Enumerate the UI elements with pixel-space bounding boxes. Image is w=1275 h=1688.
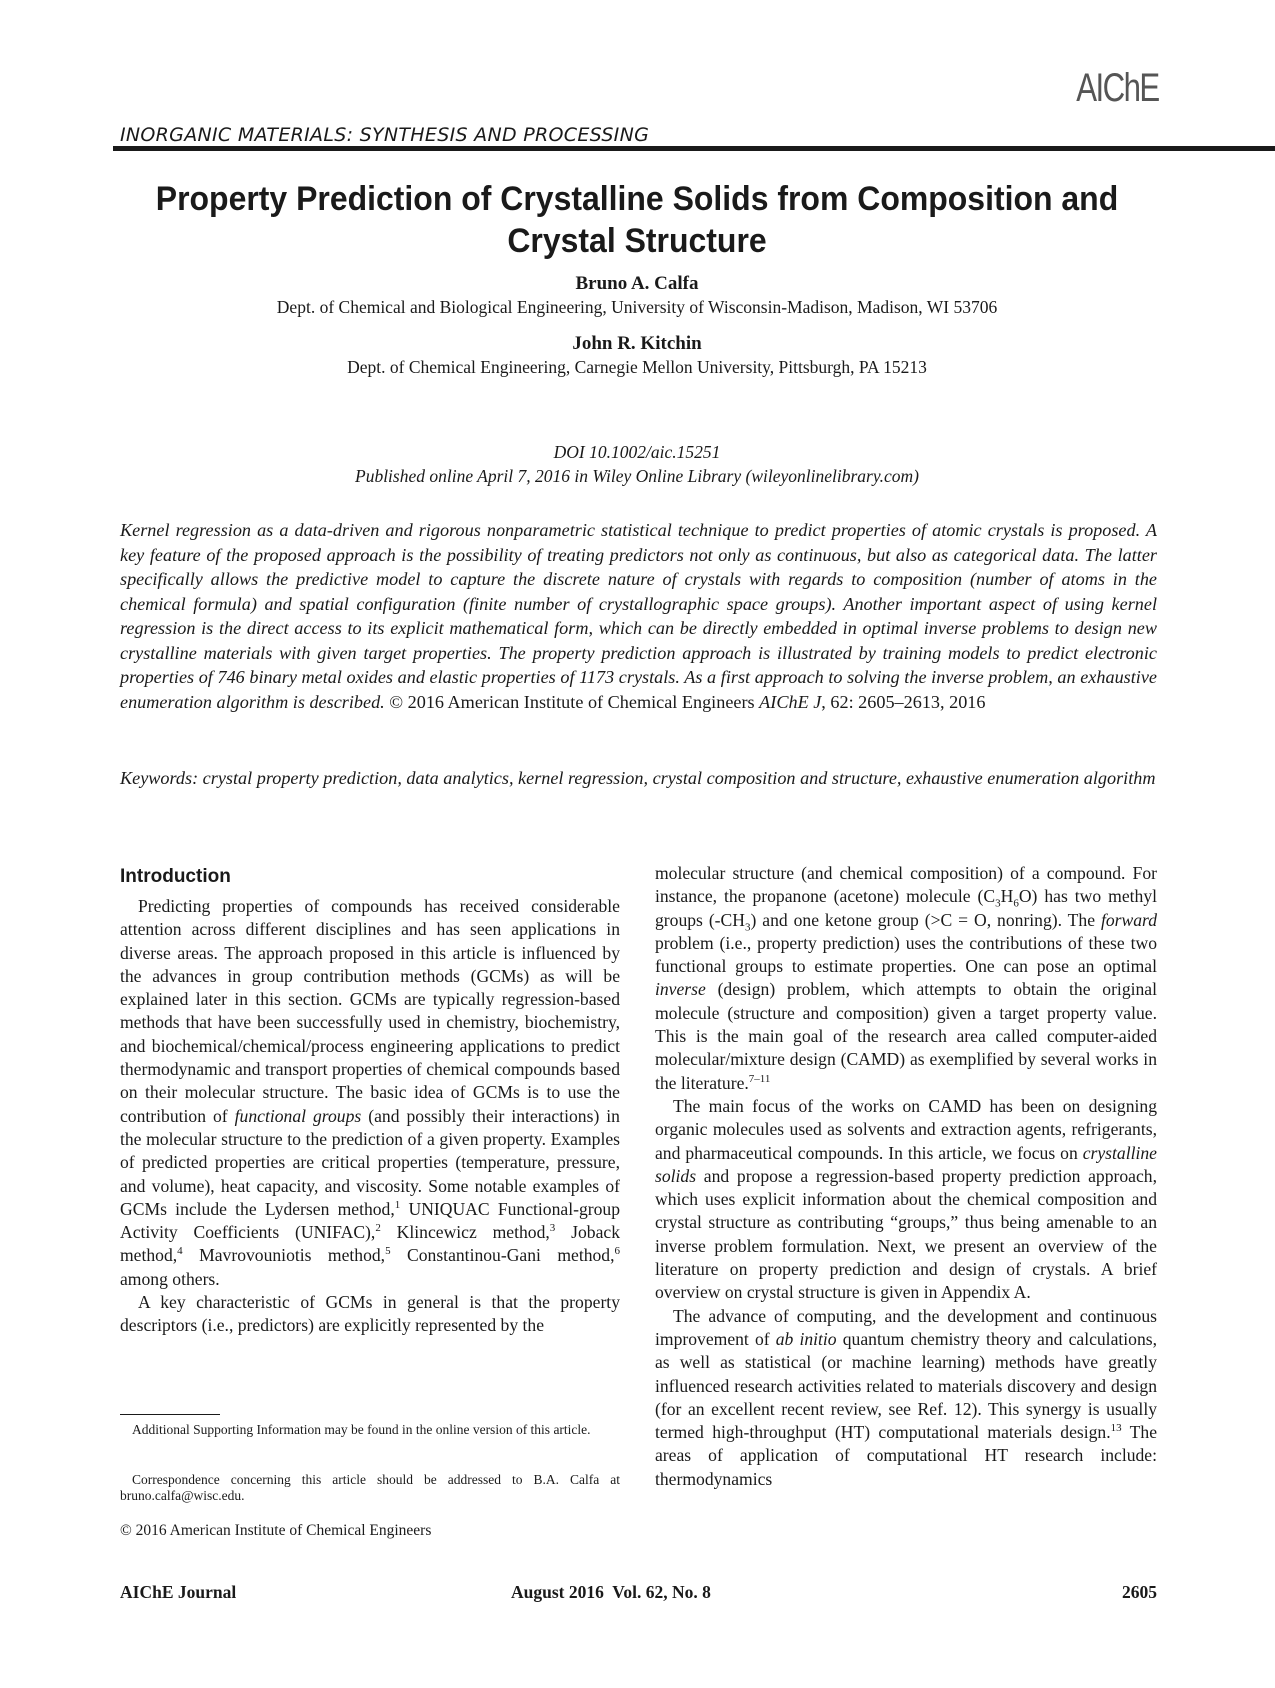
introduction-heading: Introduction bbox=[120, 866, 231, 887]
footer-journal: AIChE Journal bbox=[120, 1582, 237, 1602]
abstract-text: Kernel regression as a data-driven and rigorous nonparametric statistical technique to predict properties of atomic crystals is proposed. A key feature of the proposed approach is the possibility of treating predictors not only as continuous, but also as categorical data. The latter specifically allows the predictive model to capture the discrete nature of crystals with regards to composition (number of atoms in the chemical formula) and spatial configuration (finite number of crystallographic space groups). Another important aspect of using kernel regression is the direct access to its explicit mathematical form, which can be directly embedded in optimal inverse problems to design new crystalline materials with given target properties. The property prediction approach is illustrated by training models to predict electronic properties of 746 binary metal oxides and elastic properties of 1173 crystals. As a first approach to solving the inverse problem, an exhaustive enumeration algorithm is described. bbox=[120, 520, 1157, 712]
footnote-copyright: © 2016 American Institute of Chemical Engineers bbox=[120, 1522, 432, 1539]
title-line-2: Crystal Structure bbox=[507, 222, 767, 260]
author-2-affiliation: Dept. of Chemical Engineering, Carnegie Mellon University, Pittsburgh, PA 15213 bbox=[347, 357, 927, 377]
col2-paragraph-1: molecular structure (and chemical composition) of a compound. For instance, the propanone (acetone) molecule $(C_3H_6O)$ has two methyl groups $(-CH_3)$ and one ketone group (>C = O, nonring). The forward problem (i.e., property prediction) uses the contributions of these two functional groups to estimate properties. One can pose an optimal inverse (design) problem, which attempts to obtain the original molecule (structure and composition) given a target property value. This is the main goal of the research area called computer-aided molecular/mixture design (CAMD) as exemplified by several works in the literature.$^{7-11}$ bbox=[655, 863, 1157, 1093]
footer-page-number: 2605 bbox=[1122, 1582, 1157, 1602]
column-left bbox=[120, 895, 620, 1338]
keywords: Keywords: crystal property prediction, data analytics, kernel regression, crystal composition and structure, exhaustive enumeration algorithm bbox=[120, 768, 1156, 788]
intro-paragraph-2: A key characteristic of GCMs in general is that the property descriptors (i.e., predictors) are explicitly represented by the bbox=[120, 1292, 620, 1336]
abstract-journal: AIChE J bbox=[759, 691, 822, 712]
col2-paragraph-3: The advance of computing, and the development and continuous improvement of ab initio quantum chemistry theory and calculations, as well as statistical (or machine learning) methods have greatly influenced research activities related to materials discovery and design (for an excellent recent review, see Ref. 12). This synergy is usually termed high-throughput (HT) computational materials design.$^{13}$ The areas of application of computational HT research include: thermodynamics bbox=[655, 1305, 1157, 1489]
title-line-1: Property Prediction of Crystalline Solids from Composition and bbox=[155, 180, 1119, 218]
header-rule bbox=[113, 146, 1275, 151]
intro-paragraph-1: Predicting properties of compounds has received considerable attention across different disciplines and has seen applications in diverse areas. The approach proposed in this article is influenced by the advances in group contribution methods (GCMs) as will be explained later in this section. GCMs are typically regression-based methods that have been successfully used in chemistry, biochemistry, and biochemical/chemical/process engineering applications to predict thermodynamic and transport properties of chemical compounds based on their molecular structure. The basic idea of GCMs is to use the contribution of functional groups (and possibly their interactions) in the molecular structure to the prediction of a given property. Examples of predicted properties are critical properties (temperature, pressure, and volume), heat capacity, and viscosity. Some notable examples of GCMs include the Lydersen method,$^1$ UNIQUAC Functional-group Activity Coefficients (UNIFAC),$^2$ Klincewicz method,$^3$ Joback method,$^4$ Mavrovouniotis method,$^5$ Constantinou-Gani method,$^6$ among others. bbox=[120, 896, 620, 1289]
author-1-affiliation: Dept. of Chemical and Biological Engineering, University of Wisconsin-Madison, Madison, WI 53706 bbox=[276, 297, 998, 317]
abstract bbox=[120, 518, 1157, 714]
column-right bbox=[655, 862, 1157, 1491]
section-label: INORGANIC MATERIALS: SYNTHESIS AND PROCESSING bbox=[120, 124, 650, 146]
footnote-correspondence: Correspondence concerning this article should be addressed to B.A. Calfa at bruno.calfa@wisc.edu. bbox=[120, 1472, 620, 1503]
footer-issue: August 2016 Vol. 62, No. 8 bbox=[511, 1582, 711, 1602]
published-online: Published online April 7, 2016 in Wiley Online Library (wileyonlinelibrary.com) bbox=[355, 466, 919, 486]
footnote-rule bbox=[120, 1414, 220, 1415]
footnote-supporting: Additional Supporting Information may be found in the online version of this article. bbox=[132, 1422, 591, 1437]
author-2-name: John R. Kitchin bbox=[572, 333, 702, 354]
author-1-name: Bruno A. Calfa bbox=[575, 273, 699, 294]
abstract-copyright: © 2016 American Institute of Chemical Engineers bbox=[389, 691, 760, 712]
abstract-citation: , 62: 2605–2613, 2016 bbox=[821, 691, 986, 712]
paper-title bbox=[144, 178, 1129, 262]
aiche-logo: AIChE bbox=[1076, 66, 1159, 110]
doi: DOI 10.1002/aic.15251 bbox=[553, 442, 721, 462]
col2-paragraph-2: The main focus of the works on CAMD has been on designing organic molecules used as solvents and extraction agents, refrigerants, and pharmaceutical compounds. In this article, we focus on crystalline solids and propose a regression-based property prediction approach, which uses explicit information about the chemical composition and crystal structure as contributing “groups,” thus being amenable to an inverse problem formulation. Next, we present an overview of the literature on property prediction and design of crystals. A brief overview on crystal structure is given in Appendix A. bbox=[655, 1095, 1157, 1303]
